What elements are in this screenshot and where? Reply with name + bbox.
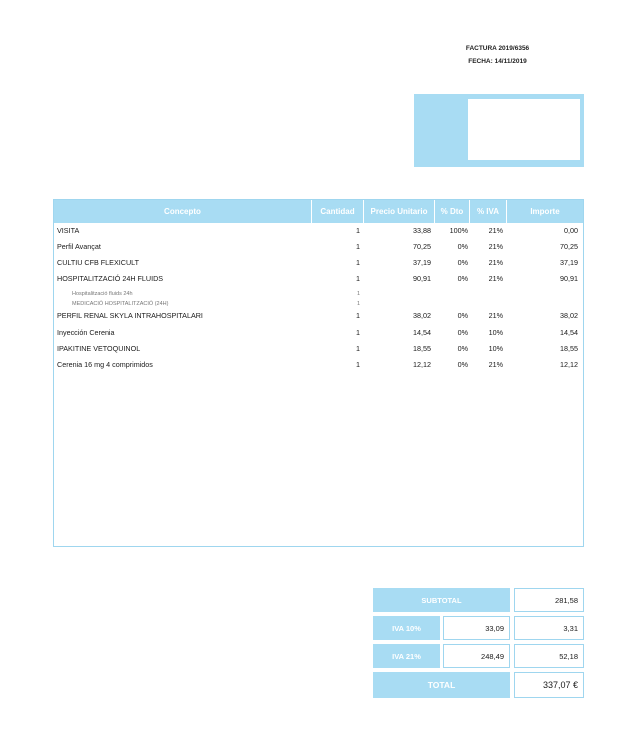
- cell-cantidad: 1: [356, 226, 360, 235]
- cell-dto: 0%: [457, 274, 468, 283]
- cell-dto: 0%: [457, 328, 468, 337]
- cell-cantidad: 1: [356, 344, 360, 353]
- cell-iva: 21%: [488, 360, 503, 369]
- cell-importe: 70,25: [560, 242, 578, 251]
- cell-precio: 70,25: [413, 242, 431, 251]
- cell-cantidad: 1: [356, 258, 360, 267]
- cell-cantidad: 1: [356, 360, 360, 369]
- cell-importe: 38,02: [560, 311, 578, 320]
- cell-precio: 18,55: [413, 344, 431, 353]
- cell-concepto: Inyección Cerenia: [57, 328, 115, 337]
- invoice-number: FACTURA 2019/6356: [465, 45, 530, 52]
- cell-concepto: IPAKITINE VETOQUINOL: [57, 344, 141, 353]
- table-row: [54, 359, 583, 371]
- invoice-header: [430, 42, 565, 68]
- cell-concepto: Hospitalització fluids 24h: [72, 291, 133, 297]
- cell-precio: 12,12: [413, 360, 431, 369]
- iva10-label: IVA 10%: [373, 616, 440, 640]
- header-importe: Importe: [530, 207, 560, 216]
- cell-cantidad: 1: [356, 311, 360, 320]
- table-row: [54, 310, 583, 322]
- subtotal-label: SUBTOTAL: [373, 588, 510, 612]
- header-iva: % IVA: [470, 200, 507, 223]
- iva21-value: 52,18: [514, 644, 584, 668]
- cell-precio: 14,54: [413, 328, 431, 337]
- cell-importe: 12,12: [560, 360, 578, 369]
- total-value: 337,07 €: [514, 672, 584, 698]
- cell-iva: 21%: [488, 258, 503, 267]
- cell-dto: 100%: [449, 226, 468, 235]
- cell-iva: 21%: [488, 274, 503, 283]
- cell-dto: 0%: [457, 242, 468, 251]
- cell-cantidad: 1: [356, 301, 360, 307]
- cell-importe: 37,19: [560, 258, 578, 267]
- cell-iva: 10%: [488, 328, 503, 337]
- subtotal-row: [373, 588, 584, 612]
- cell-concepto: HOSPITALITZACIÓ 24H FLUIDS: [57, 274, 164, 283]
- client-box: [414, 94, 584, 167]
- table-row: [54, 225, 583, 237]
- iva10-value: 3,31: [514, 616, 584, 640]
- cell-precio: 90,91: [413, 274, 431, 283]
- cell-cantidad: 1: [356, 242, 360, 251]
- table-row: [54, 327, 583, 339]
- cell-importe: 90,91: [560, 274, 578, 283]
- totals-block: [373, 588, 584, 702]
- cell-precio: 38,02: [413, 311, 431, 320]
- iva21-row: [373, 644, 584, 668]
- cell-dto: 0%: [457, 258, 468, 267]
- cell-concepto: VISITA: [57, 226, 80, 235]
- total-label: TOTAL: [373, 672, 510, 698]
- table-row: [54, 241, 583, 253]
- cell-iva: 21%: [488, 226, 503, 235]
- cell-concepto: Cerenia 16 mg 4 comprimidos: [57, 360, 153, 369]
- cell-cantidad: 1: [356, 291, 360, 297]
- cell-iva: 10%: [488, 344, 503, 353]
- iva21-label: IVA 21%: [373, 644, 440, 668]
- table-subrow: [54, 300, 583, 308]
- cell-importe: 18,55: [560, 344, 578, 353]
- total-row: [373, 672, 584, 698]
- subtotal-value: 281,58: [514, 588, 584, 612]
- cell-dto: 0%: [457, 344, 468, 353]
- cell-concepto: Perfil Avançat: [57, 242, 101, 251]
- cell-concepto: MEDICACIÓ HOSPITALITZACIÓ (24H): [72, 301, 169, 307]
- table-row: [54, 273, 583, 285]
- iva10-base: 33,09: [443, 616, 510, 640]
- cell-iva: 21%: [488, 242, 503, 251]
- table-row: [54, 257, 583, 269]
- header-cantidad: Cantidad: [312, 200, 364, 223]
- table-header: [54, 200, 583, 223]
- cell-cantidad: 1: [356, 328, 360, 337]
- cell-dto: 0%: [457, 311, 468, 320]
- table-subrow: [54, 290, 583, 298]
- header-precio: Precio Unitario: [364, 200, 435, 223]
- cell-cantidad: 1: [356, 274, 360, 283]
- cell-importe: 14,54: [560, 328, 578, 337]
- iva21-base: 248,49: [443, 644, 510, 668]
- invoice-date: FECHA: 14/11/2019: [468, 58, 527, 65]
- items-table: [53, 199, 584, 547]
- header-concepto: Concepto: [54, 200, 312, 223]
- cell-concepto: PERFIL RENAL SKYLA INTRAHOSPITALARI: [57, 311, 203, 320]
- cell-dto: 0%: [457, 360, 468, 369]
- table-row: [54, 343, 583, 355]
- cell-precio: 33,88: [413, 226, 431, 235]
- iva10-row: [373, 616, 584, 640]
- client-address-area: [468, 99, 580, 160]
- cell-concepto: CULTIU CFB FLEXICULT: [57, 258, 139, 267]
- header-dto: % Dto: [435, 200, 470, 223]
- cell-precio: 37,19: [413, 258, 431, 267]
- cell-importe: 0,00: [564, 226, 578, 235]
- cell-iva: 21%: [488, 311, 503, 320]
